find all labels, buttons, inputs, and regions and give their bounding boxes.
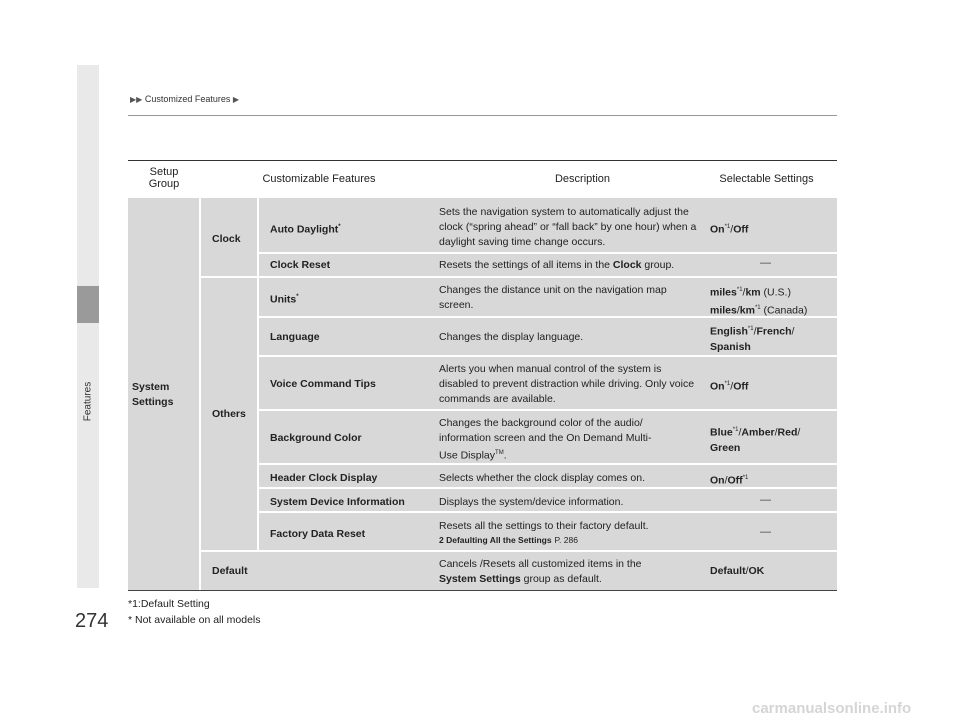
footnote-default-setting: *1:Default Setting	[128, 598, 210, 610]
settings-header-clock-display: On/Off$^{*1}$	[710, 474, 749, 487]
header-selectable-settings: Selectable Settings	[719, 173, 814, 185]
description-auto-daylight: Sets the navigation system to automatically adjust the clock (“spring ahead” or “fall back” by one hour) when a daylight saving time change occurs.	[439, 206, 697, 248]
header-customizable-features: Customizable Features	[262, 173, 376, 185]
breadcrumb-label[interactable]: Customized Features	[144, 94, 231, 104]
feature-background-color: Background Color	[270, 432, 362, 444]
feature-auto-daylight: Auto Daylight*	[270, 223, 341, 236]
footnote-availability: * Not available on all models	[128, 614, 261, 626]
feature-voice-command-tips: Voice Command Tips	[270, 378, 376, 390]
table-bottom-rule	[128, 590, 837, 591]
reference-link-defaulting[interactable]: 2 Defaulting All the Settings P. 286	[439, 535, 578, 545]
feature-language: Language	[270, 331, 320, 343]
subgroup-default: Default	[212, 565, 248, 577]
feature-system-device-information: System Device Information	[270, 496, 405, 508]
header-description: Description	[554, 173, 611, 185]
description-clock-reset: Resets the settings of all items in the Clock group.	[439, 259, 675, 271]
feature-clock-reset: Clock Reset	[270, 259, 331, 271]
chapter-tab	[77, 65, 99, 588]
settings-language: English$^{*1}$/French/ Spanish	[710, 325, 795, 353]
description-voice-command-tips: Alerts you when manual control of the system is disabled to prevent distraction while driving. Only voice commands are available.	[439, 363, 695, 405]
breadcrumb-arrow-icon: ▶	[232, 95, 240, 104]
table-header-rule	[128, 160, 837, 161]
settings-voice-command-tips: On$^{*1}$/Off	[710, 380, 749, 393]
subgroup-clock: Clock	[212, 233, 241, 245]
settings-auto-daylight: On$^{*1}$/Off	[710, 223, 749, 236]
description-header-clock-display: Selects whether the clock display comes on.	[439, 472, 646, 484]
settings-default: Default/OK	[710, 565, 765, 577]
group-system-settings: System Settings	[132, 381, 174, 408]
description-factory-data-reset: Resets all the settings to their factory default.	[439, 520, 649, 532]
section-label: Features	[82, 381, 94, 422]
settings-clock-reset: —	[760, 257, 771, 269]
settings-factory-data-reset: —	[760, 526, 771, 538]
settings-units: miles$^{*1}$/km (U.S.) miles/$km^{*1}$ (Canada)	[710, 286, 808, 316]
feature-factory-data-reset: Factory Data Reset	[270, 528, 366, 540]
watermark: carmanualsonline.info	[752, 700, 912, 717]
description-system-device-information: Displays the system/device information.	[439, 496, 624, 508]
header-rule	[128, 115, 837, 116]
description-language: Changes the display language.	[439, 331, 584, 343]
breadcrumb-arrow-icon: ▶▶	[130, 95, 143, 104]
subgroup-others: Others	[212, 408, 246, 420]
feature-header-clock-display: Header Clock Display	[270, 472, 378, 484]
description-default: Cancels /Resets all customized items in the System Settings group as default.	[439, 558, 642, 585]
breadcrumb	[130, 94, 239, 104]
settings-background-color: Blue$^{*1}$/Amber/Red/ Green	[710, 426, 801, 454]
chapter-tab-marker	[77, 286, 99, 323]
header-setup-group: Setup Group	[148, 166, 180, 190]
page-number: 274	[75, 610, 109, 632]
feature-units: Units*	[270, 293, 299, 306]
description-units: Changes the distance unit on the navigation map screen.	[439, 284, 667, 311]
settings-system-device-information: —	[760, 494, 771, 506]
description-background-color: Changes the background color of the audio/ information screen and the On Demand Multi- Use Display™.	[439, 417, 652, 462]
